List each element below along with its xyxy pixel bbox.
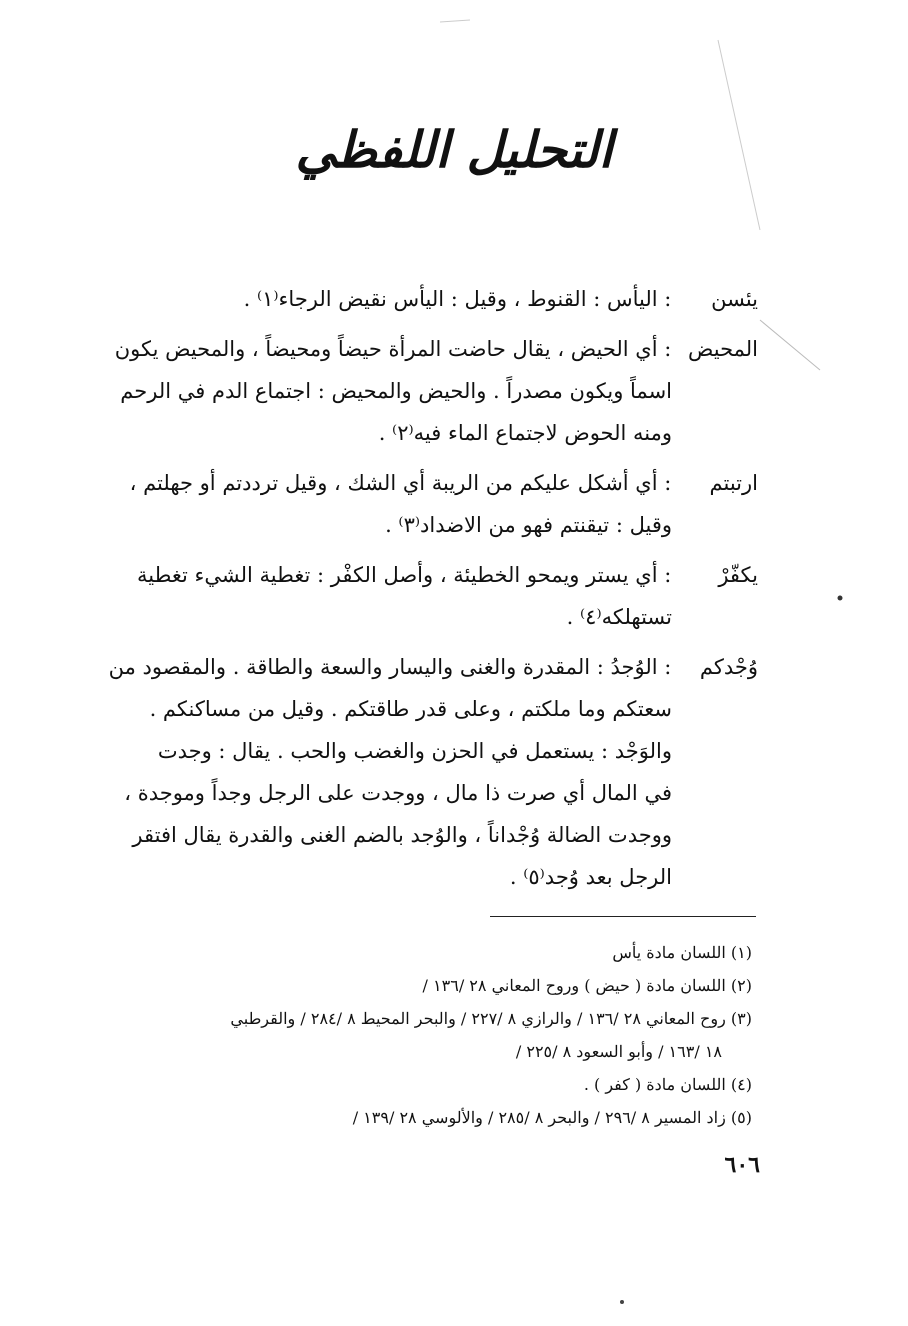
entry-line: : أي يستر ويمحو الخطيئة ، وأصل الكفْر : تغطية الشيء تغطية [137, 563, 678, 587]
page-title: التحليل اللفظي [295, 120, 613, 179]
word-analysis-entries [78, 278, 758, 906]
entry-term: يئسن [711, 287, 758, 311]
entry-line: ومنه الحوض لاجتماع الماء فيه⁽٢⁾ . [378, 421, 672, 445]
entry-line: اسماً ويكون مصدراً . والحيض والمحيض : اجتماع الدم في الرحم [120, 379, 672, 403]
entry-line: في المال أي صرت ذا مال ، ووجدت على الرجل وجداً وموجدة ، [124, 781, 672, 805]
entry-line: : اليأس : القنوط ، وقيل : اليأس نقيض الرجاء⁽١⁾ . [243, 287, 678, 311]
footnote-line: ١٨ /١٦٣ / وأبو السعود ٨ /٢٢٥ / [515, 1042, 722, 1061]
footnotes [70, 936, 752, 1134]
footnote [70, 1068, 752, 1101]
footnote-line: (٢) اللسان مادة ( حيض ) وروح المعاني ٢٨ /١٣٦ / [422, 976, 752, 995]
entry-term: المحيض [688, 337, 758, 361]
footnote-divider [490, 916, 756, 917]
entry-wujdikum [78, 646, 758, 898]
entry-line: : أي أشكل عليكم من الريبة أي الشك ، وقيل ترددتم أو جهلتم ، [129, 471, 678, 495]
entry-line: : الوُجدُ : المقدرة والغنى واليسار والسعة والطاقة . والمقصود من [108, 655, 678, 679]
page-number: ٦٠٦ [724, 1152, 760, 1178]
paper-scratch [760, 320, 820, 370]
footnote [70, 1002, 752, 1068]
entry-line: والوَجْد : يستعمل في الحزن والغضب والحب . يقال : وجدت [157, 739, 672, 763]
entry-term: يكفّرْ [718, 563, 758, 587]
entry-yaisna [78, 278, 758, 320]
footnote-line: (٣) روح المعاني ٢٨ /١٣٦ / والرازي ٨ /٢٢٧ / والبحر المحيط ٨ /٢٨٤ / والقرطبي [230, 1009, 752, 1028]
footnote [70, 969, 752, 1002]
footnote-line: (٤) اللسان مادة ( كفر ) . [583, 1075, 752, 1094]
footnote [70, 936, 752, 969]
paper-scratch [440, 20, 470, 22]
entry-yukaffir [78, 554, 758, 638]
entry-irtabtum [78, 462, 758, 546]
entry-line: تستهلكه⁽٤⁾ . [566, 605, 672, 629]
entry-almahid [78, 328, 758, 454]
entry-line: سعتكم وما ملكتم ، وعلى قدر طاقتكم . وقيل من مساكنكم . [149, 697, 672, 721]
entry-line: وقيل : تيقنتم فهو من الاضداد⁽٣⁾ . [385, 513, 672, 537]
paper-speck [838, 596, 843, 601]
entry-line: : أي الحيض ، يقال حاضت المرأة حيضاً ومحيضاً ، والمحيض يكون [114, 337, 678, 361]
entry-term: ارتبتم [709, 471, 758, 495]
paper-speck [620, 1300, 624, 1304]
entry-line: ووجدت الضالة وُجْداناً ، والوُجد بالضم الغنى والقدرة يقال افتقر [132, 823, 672, 847]
footnote-line: (١) اللسان مادة يأس [612, 943, 752, 962]
entry-line: الرجل بعد وُجد⁽٥⁾ . [509, 865, 672, 889]
footnote-line: (٥) زاد المسير ٨ /٢٩٦ / والبحر ٨ /٢٨٥ / والألوسي ٢٨ /١٣٩ / [352, 1108, 752, 1127]
entry-term: وُجْدكم [699, 655, 758, 679]
footnote [70, 1101, 752, 1134]
